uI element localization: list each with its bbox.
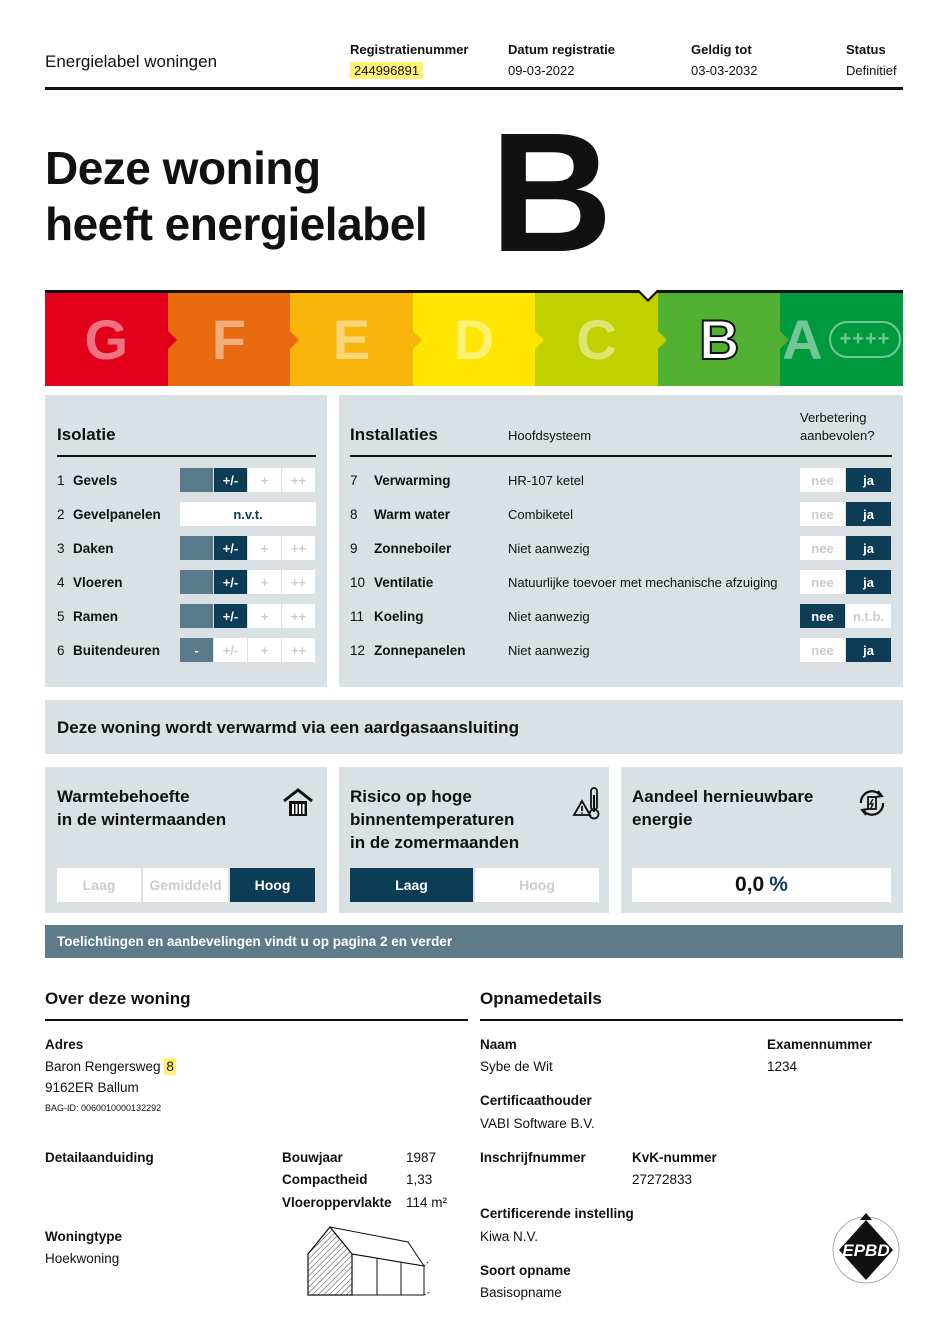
option-ja: ja	[846, 468, 891, 492]
address-label: Adres	[45, 1037, 84, 1052]
overheating-risk-title-line-1: Risico op hoge	[350, 787, 472, 806]
about-home-title: Over deze woning	[45, 989, 191, 1008]
scale-option-laag: Laag	[350, 868, 473, 902]
rating-box: +/-	[214, 604, 247, 628]
corner-house-illustration	[300, 1222, 436, 1303]
option-ja: ja	[846, 536, 891, 560]
rating-box: ++	[282, 570, 315, 594]
isolatie-row	[57, 633, 319, 667]
renewable-cycle-icon	[854, 785, 890, 826]
row-number: 7	[350, 472, 358, 488]
rating-box: +	[248, 638, 281, 662]
inspection-type-label: Soort opname	[480, 1263, 571, 1278]
scale-class-g	[45, 293, 168, 386]
registration-no-label: Inschrijfnummer	[480, 1150, 586, 1165]
verbetering-header	[800, 409, 874, 445]
installatie-row	[350, 463, 892, 497]
installatie-row	[350, 531, 892, 565]
inspector-name-label: Naam	[480, 1037, 517, 1052]
address-street	[45, 1059, 176, 1074]
heat-demand-title-line-1: Warmtebehoefte	[57, 787, 190, 806]
scale-class-letter: G	[84, 308, 129, 371]
rating-box: +/-	[214, 638, 247, 662]
rating-box: -	[180, 638, 213, 662]
scale-arrow	[780, 331, 789, 349]
row-name: Buitendeuren	[73, 642, 161, 658]
rating-box: +	[248, 604, 281, 628]
headline-line-2: heeft energielabel	[45, 198, 428, 250]
installaties-divider	[350, 455, 892, 457]
row-number: 3	[57, 540, 65, 556]
option-nee: nee	[800, 570, 845, 594]
renewable-energy-value: 0,0	[735, 873, 765, 896]
option-nee: nee	[800, 638, 845, 662]
isolatie-panel	[45, 395, 327, 687]
row-name: Gevels	[73, 472, 118, 488]
row-number: 2	[57, 506, 65, 522]
inspection-type-value: Basisopname	[480, 1285, 562, 1300]
row-name: Gevelpanelen	[73, 506, 161, 522]
overheating-risk-panel	[339, 767, 609, 913]
floor-area-value: 114 m²	[406, 1195, 448, 1210]
overheating-risk-scale	[350, 868, 601, 902]
rating-box: ++	[282, 468, 315, 492]
kvk-number-value: 27272833	[632, 1172, 693, 1187]
option-nee: nee	[800, 502, 845, 526]
row-number: 9	[350, 540, 358, 556]
installaties-list	[350, 463, 892, 667]
valid-until	[691, 42, 758, 78]
isolatie-list	[57, 463, 319, 667]
isolatie-row	[57, 497, 319, 531]
isolatie-row	[57, 463, 319, 497]
installatie-row	[350, 497, 892, 531]
row-system: Niet aanwezig	[508, 608, 590, 624]
bag-id: BAG-ID: 0060010000132292	[45, 1103, 162, 1113]
row-name: Warm water	[374, 506, 451, 522]
rating-box	[180, 468, 213, 492]
registration-number-label: Registratienummer	[350, 42, 469, 57]
recommendation-toggle	[800, 502, 892, 526]
certificate-holder-label: Certificaathouder	[480, 1093, 592, 1108]
row-system: HR-107 ketel	[508, 472, 584, 488]
scale-class-letter: F	[211, 308, 246, 371]
row-name: Zonnepanelen	[374, 642, 466, 658]
scale-class-f	[168, 293, 291, 386]
registration-date-label: Datum registratie	[508, 42, 615, 57]
row-number: 8	[350, 506, 358, 522]
headline	[45, 140, 427, 252]
compactness-label: Compactheid	[282, 1172, 368, 1187]
certificate-holder-value: VABI Software B.V.	[480, 1116, 595, 1131]
scale-class-letter: C	[576, 308, 617, 371]
row-name: Vloeren	[73, 574, 123, 590]
scale-class-e	[290, 293, 413, 386]
registration-date	[508, 42, 615, 78]
rating-boxes	[180, 604, 316, 628]
valid-until-value: 03-03-2032	[691, 63, 758, 78]
scale-arrow	[535, 331, 544, 349]
option-ja: ja	[846, 638, 891, 662]
warning-thermometer-icon	[572, 785, 602, 826]
status	[846, 42, 897, 78]
row-number: 4	[57, 574, 65, 590]
scale-class-a	[780, 293, 903, 386]
row-name: Verwarming	[374, 472, 451, 488]
status-value: Definitief	[846, 63, 897, 78]
rating-box	[180, 570, 213, 594]
option-nee: nee	[800, 604, 845, 628]
isolatie-row	[57, 531, 319, 565]
row-name: Koeling	[374, 608, 424, 624]
epbd-logo	[829, 1208, 903, 1293]
build-year-value: 1987	[406, 1150, 437, 1165]
floor-area-label: Vloeroppervlakte	[282, 1195, 392, 1210]
inspection-details-title: Opnamedetails	[480, 989, 602, 1008]
document-title: Energielabel woningen	[45, 52, 218, 71]
svg-text:EPBD: EPBD	[842, 1241, 890, 1260]
scale-class-letter: D	[453, 308, 495, 371]
heating-source-text: Deze woning wordt verwarmd via een aardgasaansluiting	[57, 718, 519, 737]
renewable-energy-title	[632, 785, 813, 831]
row-system: Natuurlijke toevoer met mechanische afzuiging	[508, 574, 778, 590]
recommendation-toggle	[800, 468, 892, 492]
renewable-energy-value-box	[632, 868, 891, 902]
installaties-title: Installaties	[350, 425, 438, 444]
renewable-energy-panel	[621, 767, 903, 913]
build-year-label: Bouwjaar	[282, 1150, 343, 1165]
isolatie-divider	[57, 455, 316, 457]
scale-arrow	[413, 331, 422, 349]
row-system: Combiketel	[508, 506, 574, 522]
heat-demand-scale	[57, 868, 317, 902]
scale-class-b	[658, 293, 781, 386]
row-number: 11	[350, 608, 365, 624]
rating-nvt: n.v.t.	[180, 502, 316, 526]
row-number: 10	[350, 574, 366, 590]
heating-source-banner	[45, 700, 903, 754]
scale-class-c	[535, 293, 658, 386]
option-ja: ja	[846, 570, 891, 594]
recommendation-toggle	[800, 604, 892, 628]
house-radiator-icon	[282, 787, 314, 824]
rating-boxes	[180, 570, 316, 594]
option-nee: nee	[800, 536, 845, 560]
row-name: Ramen	[73, 608, 119, 624]
scale-option-gemiddeld: Gemiddeld	[143, 868, 228, 902]
renewable-energy-unit: %	[769, 873, 788, 896]
home-type-value: Hoekwoning	[45, 1251, 120, 1266]
energy-label-letter: B	[490, 98, 609, 288]
registration-number-value: 244996891	[350, 62, 423, 79]
option-nee: nee	[800, 468, 845, 492]
row-name: Zonneboiler	[374, 540, 452, 556]
explanation-banner	[45, 925, 903, 958]
option-ja: n.t.b.	[846, 604, 891, 628]
address-street-name: Baron Rengersweg	[45, 1059, 161, 1074]
renewable-energy-title-line-1: Aandeel hernieuwbare	[632, 787, 814, 806]
headline-line-1: Deze woning	[45, 142, 321, 194]
isolatie-row	[57, 565, 319, 599]
hoofdsysteem-header: Hoofdsysteem	[508, 428, 592, 443]
energy-label-scale	[45, 290, 903, 386]
recommendation-toggle	[800, 536, 892, 560]
scale-a-suffix: ++++	[829, 321, 902, 358]
row-system: Niet aanwezig	[508, 540, 590, 556]
scale-option-hoog: Hoog	[475, 868, 599, 902]
overheating-risk-title	[350, 785, 519, 854]
renewable-energy-title-line-2: energie	[632, 810, 693, 829]
row-system: Niet aanwezig	[508, 642, 590, 658]
kvk-number-label: KvK-nummer	[632, 1150, 717, 1165]
row-number: 5	[57, 608, 65, 624]
row-name: Ventilatie	[374, 574, 434, 590]
rating-box	[180, 536, 213, 560]
isolatie-title: Isolatie	[57, 425, 116, 444]
rating-boxes	[180, 468, 316, 492]
status-label: Status	[846, 42, 886, 57]
inspector-name-value: Sybe de Wit	[480, 1059, 553, 1074]
header-divider	[45, 87, 903, 90]
rating-box: ++	[282, 536, 315, 560]
scale-arrow	[168, 331, 177, 349]
compactness-value: 1,33	[406, 1172, 433, 1187]
home-type-label: Woningtype	[45, 1229, 122, 1244]
explanation-banner-text: Toelichtingen en aanbevelingen vindt u op pagina 2 en verder	[57, 934, 453, 949]
rating-box: +	[248, 468, 281, 492]
rating-box: +/-	[214, 468, 247, 492]
rating-boxes	[180, 502, 317, 526]
recommendation-toggle	[800, 570, 892, 594]
valid-until-label: Geldig tot	[691, 42, 752, 57]
overheating-risk-title-line-3: in de zomermaanden	[350, 833, 520, 852]
exam-number-value: 1234	[767, 1059, 798, 1074]
installatie-row	[350, 565, 892, 599]
scale-class-d	[413, 293, 536, 386]
scale-class-letter: E	[332, 308, 371, 371]
inspection-details-divider	[480, 1019, 903, 1021]
option-ja: ja	[846, 502, 891, 526]
installatie-row	[350, 599, 892, 633]
scale-arrow	[658, 331, 667, 349]
registration-number	[350, 42, 468, 78]
address-number: 8	[166, 1059, 174, 1074]
heat-demand-panel	[45, 767, 327, 913]
verbetering-header-line-2: aanbevolen?	[800, 428, 875, 443]
scale-option-hoog: Hoog	[230, 868, 315, 902]
certifying-body-value: Kiwa N.V.	[480, 1229, 539, 1244]
isolatie-row	[57, 599, 319, 633]
rating-box: +/-	[214, 536, 247, 560]
heat-demand-title-line-2: in de wintermaanden	[57, 810, 227, 829]
registration-date-value: 09-03-2022	[508, 63, 575, 78]
row-number: 1	[57, 472, 65, 488]
rating-box	[180, 604, 213, 628]
rating-box: ++	[282, 604, 315, 628]
about-home-divider	[45, 1019, 468, 1021]
scale-arrow	[290, 331, 299, 349]
verbetering-header-line-1: Verbetering	[800, 410, 867, 425]
rating-box: +	[248, 536, 281, 560]
rating-boxes	[180, 638, 316, 662]
exam-number-label: Examennummer	[767, 1037, 873, 1052]
certifying-body-label: Certificerende instelling	[480, 1206, 634, 1221]
scale-class-letter: A	[782, 308, 823, 371]
rating-box: +	[248, 570, 281, 594]
scale-class-letter: B	[698, 308, 740, 371]
rating-box: +/-	[214, 570, 247, 594]
row-name: Daken	[73, 540, 114, 556]
active-class-marker-inner	[639, 290, 657, 299]
rating-boxes	[180, 536, 316, 560]
address-postcode: 9162ER Ballum	[45, 1080, 139, 1095]
installaties-panel	[339, 395, 903, 687]
detail-label: Detailaanduiding	[45, 1150, 154, 1165]
rating-box: ++	[282, 638, 315, 662]
row-number: 6	[57, 642, 65, 658]
row-number: 12	[350, 642, 366, 658]
overheating-risk-title-line-2: binnentemperaturen	[350, 810, 515, 829]
scale-option-laag: Laag	[57, 868, 141, 902]
recommendation-toggle	[800, 638, 892, 662]
heat-demand-title	[57, 785, 226, 831]
installatie-row	[350, 633, 892, 667]
